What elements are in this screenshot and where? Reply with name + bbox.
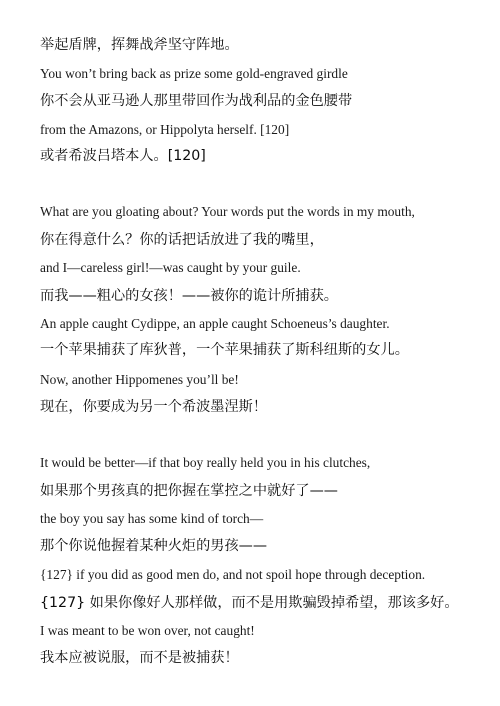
text-line: I was meant to be won over, not caught!: [40, 623, 255, 638]
text-line: 我本应被说服，而不是被捕获！: [40, 650, 239, 666]
text-line: the boy you say has some kind of torch—: [40, 511, 264, 526]
text-line: 如果那个男孩真的把你握在掌控之中就好了——: [40, 483, 338, 499]
text-line: 你不会从亚马逊人那里带回作为战利品的金色腰带: [40, 93, 353, 109]
text-line: from the Amazons, or Hippolyta herself. [120]: [40, 122, 290, 137]
text-line: 或者希波吕塔本人。[120]: [40, 148, 206, 164]
text-line: 现在，你要成为另一个希波墨涅斯！: [40, 399, 268, 415]
text-line: 举起盾牌，挥舞战斧坚守阵地。: [40, 37, 239, 53]
text-line: {127} if you did as good men do, and not spoil hope through deception.: [40, 567, 426, 582]
text-line: An apple caught Cydippe, an apple caught Schoeneus’s daughter.: [40, 316, 390, 331]
text-line: You won’t bring back as prize some gold-engraved girdle: [40, 66, 348, 81]
text-line: 你在得意什么？你的话把话放进了我的嘴里，: [40, 232, 324, 248]
text-line: Now, another Hippomenes you’ll be!: [40, 372, 239, 387]
text-line: 而我——粗心的女孩！——被你的诡计所捕获。: [40, 288, 338, 304]
text-line: and I—careless girl!—was caught by your guile.: [40, 260, 301, 275]
text-line: It would be better—if that boy really held you in his clutches,: [40, 455, 371, 470]
text-line: 一个苹果捕获了库狄普，一个苹果捕获了斯科纽斯的女儿。: [40, 342, 409, 358]
text-line: What are you gloating about? Your words put the words in my mouth,: [40, 204, 415, 219]
text-line: {127} 如果你像好人那样做，而不是用欺骗毁掉希望，那该多好。: [40, 595, 459, 611]
text-line: 那个你说他握着某种火炬的男孩——: [40, 538, 268, 554]
